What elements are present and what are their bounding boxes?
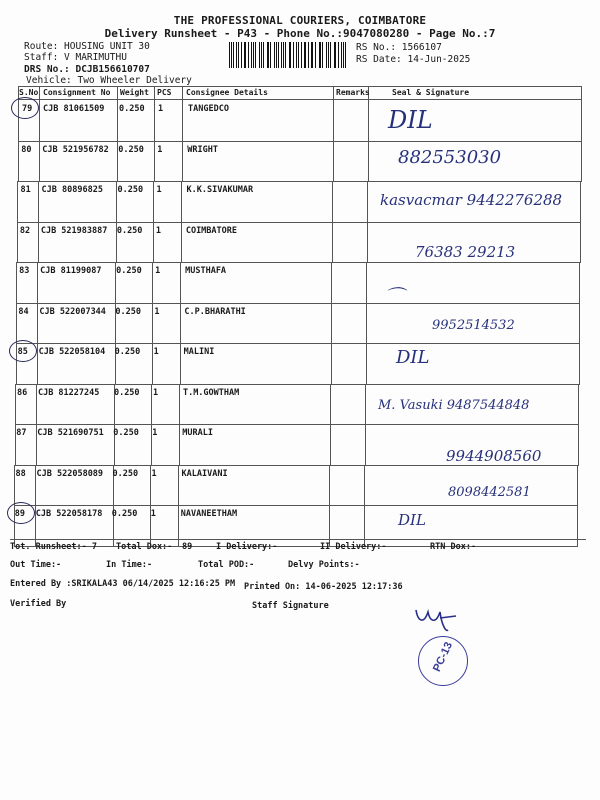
out-time: Out Time:- — [10, 560, 62, 570]
row-weight: 0.250 — [119, 104, 145, 114]
ii-delivery: II Delivery:- — [320, 542, 387, 552]
i-delivery: I Delivery:- — [216, 542, 278, 552]
cell-border — [332, 222, 333, 263]
stamp-text: PC-13 — [430, 640, 456, 674]
signature-81: kasvacmar 9442276288 — [380, 191, 563, 209]
row-sno: 81 — [20, 185, 31, 195]
vehicle-label: Vehicle: Two Wheeler Delivery — [26, 75, 192, 86]
cell-border — [364, 465, 365, 506]
barcode-bar — [341, 42, 342, 68]
cell-border — [365, 424, 366, 465]
row-consignment: CJB 522058089 — [36, 468, 104, 479]
row-border — [15, 424, 579, 425]
signature-82: 76383 29213 — [415, 243, 516, 261]
cell-border — [330, 384, 331, 425]
cell-border — [152, 262, 153, 303]
cell-border — [366, 262, 367, 303]
cell-border — [154, 100, 155, 141]
row-border — [17, 262, 581, 263]
total-dox-label: Total Dox:- — [116, 542, 173, 552]
row-consignment: CJB 81199087 — [40, 266, 102, 276]
delvy-points: Delvy Points:- — [288, 560, 360, 570]
barcode-bar — [343, 42, 344, 68]
barcode-bar — [238, 42, 239, 68]
cell-border — [577, 465, 578, 506]
col-consignee: Consignee Details — [186, 88, 268, 97]
signature-88: 8098442581 — [448, 485, 531, 500]
signature-89: DIL — [398, 511, 426, 529]
signature-87: 9944908560 — [446, 447, 542, 465]
cell-border — [368, 141, 369, 182]
cell-border — [580, 222, 581, 263]
cell-border — [578, 424, 579, 465]
barcode-bar — [293, 42, 294, 68]
row-sno: 79 — [22, 104, 33, 114]
barcode-bar — [328, 42, 329, 68]
row-weight: 0.250 — [112, 468, 139, 479]
staff-signature-label: Staff Signature — [252, 601, 329, 611]
rtn-dox: RTN Dox:- — [430, 542, 477, 552]
company-name: THE PROFESSIONAL COURIERS, COIMBATORE — [173, 14, 427, 27]
row-consignment: CJB 81227245 — [37, 387, 100, 398]
staff-initials — [412, 604, 462, 632]
cell-border — [367, 222, 368, 263]
row-sno: 89 — [14, 509, 26, 519]
row-sno: 86 — [16, 387, 28, 398]
row-border — [14, 505, 578, 506]
barcode-bar — [298, 42, 299, 68]
footer-divider — [10, 539, 586, 540]
cell-border — [152, 303, 153, 344]
cell-border — [117, 100, 118, 141]
row-border — [16, 343, 580, 344]
cell-border — [366, 343, 367, 384]
row-weight: 0.250 — [115, 306, 141, 317]
barcode-bar — [305, 42, 306, 68]
row-pcs: 1 — [155, 266, 161, 276]
cell-border — [38, 181, 39, 222]
barcode-bar — [270, 42, 271, 68]
verified-by: Verified By — [10, 599, 67, 609]
rs-number: RS No.: 1566107 — [356, 42, 442, 53]
row-border — [14, 546, 578, 547]
row-consignment: CJB 522058104 — [38, 347, 106, 357]
signature-85: DIL — [396, 347, 430, 368]
cell-border — [581, 100, 582, 141]
cell-border — [365, 384, 366, 425]
row-sno: 87 — [16, 428, 27, 438]
row-consignment: CJB 522058178 — [35, 509, 103, 519]
row-weight: 0.250 — [111, 509, 138, 519]
row-consignment: CJB 81061509 — [43, 104, 105, 114]
cell-border — [153, 222, 154, 263]
cell-border — [579, 303, 580, 344]
row-pcs: 1 — [152, 387, 159, 398]
barcode-bar — [248, 42, 249, 68]
cell-border — [333, 100, 334, 141]
cell-border — [332, 181, 333, 222]
office-stamp — [418, 636, 468, 686]
barcode-bar — [322, 42, 323, 68]
cell-border — [182, 141, 183, 182]
signature-83-scribble: ⌒ — [384, 285, 404, 309]
cell-border — [331, 262, 332, 303]
row-consignee: T.M.GOWTHAM — [182, 387, 240, 398]
cell-border — [182, 100, 183, 141]
tot-runsheet: Tot. Runsheet:- 7 — [10, 542, 97, 552]
row-sno: 83 — [19, 266, 30, 276]
runsheet-table — [10, 86, 590, 536]
barcode-bar — [281, 42, 282, 68]
row-sno: 84 — [18, 306, 29, 317]
cell-border — [152, 343, 153, 384]
cell-border — [16, 303, 17, 344]
cell-border — [581, 141, 582, 182]
cell-border — [331, 343, 332, 384]
row-weight: 0.250 — [113, 387, 140, 398]
drs-number: DRS No.: DCJB156610707 — [24, 64, 150, 75]
printed-on: Printed On: 14-06-2025 12:17:36 — [244, 582, 403, 592]
row-pcs: 1 — [157, 144, 163, 155]
row-weight: 0.250 — [116, 225, 143, 236]
cell-border — [179, 424, 180, 465]
cell-border — [180, 262, 181, 303]
route-label: Route: HOUSING UNIT 30 — [24, 41, 150, 52]
runsheet-title: Delivery Runsheet - P43 - Phone No.:9047080280 - Page No.:7 — [104, 27, 496, 40]
row-pcs: 1 — [155, 225, 161, 236]
in-time: In Time:- — [106, 560, 153, 570]
cell-border — [330, 424, 331, 465]
row-border — [18, 181, 582, 182]
cell-border — [179, 384, 180, 425]
cell-border — [368, 100, 369, 141]
cell-border — [329, 465, 330, 506]
row-pcs: 1 — [153, 347, 159, 357]
cell-border — [16, 262, 17, 303]
col-consignment: Consignment No — [43, 88, 111, 97]
row-consignment: CJB 521956782 — [42, 144, 109, 155]
signature-80: 882553030 — [398, 147, 502, 168]
cell-border — [181, 181, 182, 222]
row-sno: 80 — [21, 144, 32, 155]
barcode — [229, 42, 349, 68]
cell-border — [153, 181, 154, 222]
row-pcs: 1 — [156, 185, 162, 195]
cell-border — [579, 262, 580, 303]
signature-86: M. Vasuki 9487544848 — [378, 398, 530, 413]
row-consignee: NAVANEETHAM — [180, 509, 238, 519]
row-sno: 82 — [19, 225, 31, 236]
row-consignment: CJB 80896825 — [41, 185, 103, 195]
cell-border — [37, 343, 38, 384]
cell-border — [17, 222, 18, 263]
row-consignee: K.K.SIVAKUMAR — [186, 185, 254, 195]
row-weight: 0.250 — [114, 347, 141, 357]
col-pcs: PCS — [157, 88, 172, 97]
cell-border — [366, 303, 367, 344]
cell-border — [180, 343, 181, 384]
col-signature: Seal & Signature — [392, 88, 470, 97]
row-border — [18, 141, 582, 142]
barcode-bar — [285, 42, 286, 68]
rs-date: RS Date: 14-Jun-2025 — [356, 54, 471, 65]
signature-84: 9952514532 — [432, 318, 515, 333]
cell-border — [37, 303, 38, 344]
row-pcs: 1 — [158, 104, 164, 114]
col-sno: S.No — [19, 88, 39, 97]
entered-by: Entered By :SRIKALA43 06/14/2025 12:16:25 PM — [10, 579, 236, 589]
cell-border — [39, 141, 40, 182]
cell-border — [17, 181, 18, 222]
row-weight: 0.250 — [117, 185, 144, 195]
cell-border — [578, 384, 579, 425]
cell-border — [333, 141, 334, 182]
barcode-bar — [255, 42, 256, 68]
row-consignee: TANGEDCO — [188, 104, 229, 114]
row-weight: 0.250 — [113, 428, 139, 438]
cell-border — [331, 303, 332, 344]
cell-border — [38, 222, 39, 263]
col-weight: Weight — [120, 88, 149, 97]
barcode-bar — [315, 42, 316, 68]
row-consignee: C.P.BHARATHI — [184, 306, 246, 317]
cell-border — [18, 141, 19, 182]
row-pcs: 1 — [150, 509, 156, 519]
barcode-bar — [251, 42, 252, 68]
row-consignment: CJB 522007344 — [39, 306, 106, 317]
barcode-bar — [229, 42, 230, 68]
row-consignee: MUSTHAFA — [185, 266, 227, 276]
row-border — [17, 222, 581, 223]
barcode-bar — [335, 42, 336, 68]
barcode-bar — [312, 42, 313, 68]
cell-border — [367, 181, 368, 222]
row-weight: 0.250 — [116, 266, 142, 276]
total-pod: Total POD:- — [198, 560, 255, 570]
cell-border — [178, 465, 179, 506]
sno-circle-mark — [9, 340, 37, 362]
cell-border — [579, 343, 580, 384]
barcode-bar — [263, 42, 264, 68]
cell-border — [180, 303, 181, 344]
row-pcs: 1 — [152, 428, 158, 438]
cell-border — [580, 181, 581, 222]
cell-border — [39, 100, 40, 141]
cell-border — [37, 262, 38, 303]
row-consignee: KALAIVANI — [181, 468, 228, 479]
col-remarks: Remarks — [336, 88, 370, 97]
signature-79: DIL — [388, 106, 433, 134]
row-border — [16, 303, 580, 304]
row-sno: 88 — [15, 468, 26, 479]
staff-label: Staff: V MARIMUTHU — [24, 52, 127, 63]
row-pcs: 1 — [154, 306, 160, 317]
row-border — [16, 384, 580, 385]
row-consignee: WRIGHT — [187, 144, 218, 155]
row-pcs: 1 — [151, 468, 157, 479]
cell-border — [181, 222, 182, 263]
row-weight: 0.250 — [118, 144, 144, 155]
total-dox-value: 89 — [182, 542, 193, 552]
row-sno: 85 — [17, 347, 28, 357]
row-consignee: MURALI — [182, 428, 213, 438]
cell-border — [154, 141, 155, 182]
sno-circle-mark — [11, 97, 39, 119]
barcode-bar — [274, 42, 275, 68]
row-consignment: CJB 521983887 — [40, 225, 108, 236]
row-consignee: COIMBATORE — [185, 225, 238, 236]
barcode-bar — [236, 42, 237, 68]
sno-circle-mark — [7, 502, 35, 524]
row-consignment: CJB 521690751 — [37, 428, 104, 438]
row-consignee: MALINI — [183, 347, 215, 357]
